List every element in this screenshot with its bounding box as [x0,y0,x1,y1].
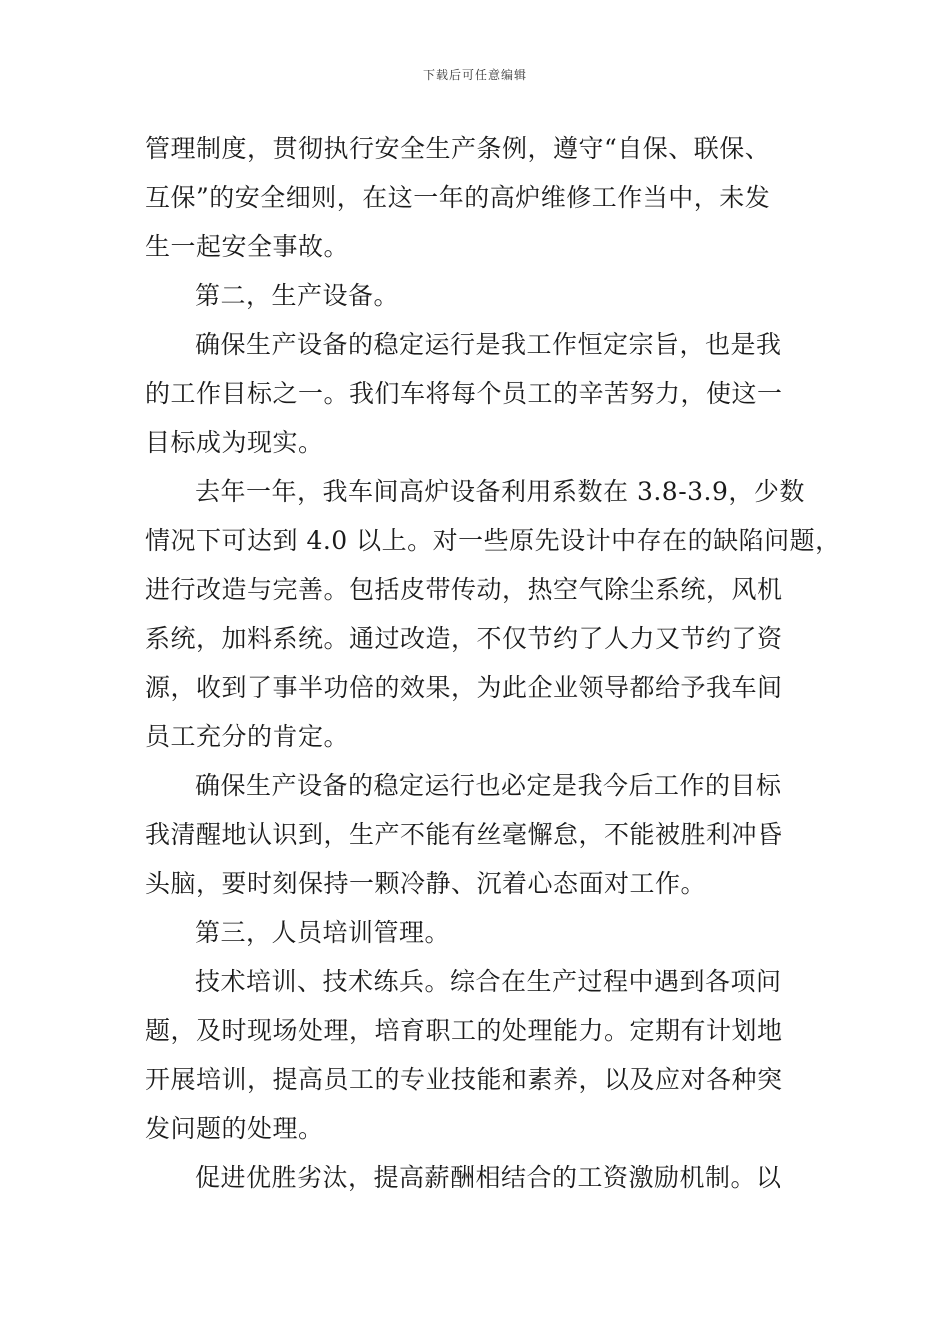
text-line: 去年一年，我车间高炉设备利用系数在 3.8-3.9，少数 [195,477,805,506]
section-heading: 第二，生产设备。 [195,281,400,310]
text-line: 开展培训，提高员工的专业技能和素养，以及应对各种突 [145,1065,783,1094]
text-line: 确保生产设备的稳定运行也必定是我今后工作的目标 [195,771,782,800]
text-line: 生一起安全事故。 [145,232,350,261]
page-header: 下载后可任意编辑 [422,68,527,82]
text-line: 促进优胜劣汰，提高薪酬相结合的工资激励机制。以 [195,1163,782,1192]
text-line: 发问题的处理。 [145,1114,324,1143]
text-line: 管理制度，贯彻执行安全生产条例，遵守“自保、联保、 [145,134,771,163]
text-line: 进行改造与完善。包括皮带传动，热空气除尘系统，风机 [145,575,783,604]
text-line: 源，收到了事半功倍的效果，为此企业领导都给予我车间 [145,673,783,702]
text-line: 我清醒地认识到，生产不能有丝毫懈怠，不能被胜利冲昏 [145,820,783,849]
text-line: 互保”的安全细则，在这一年的高炉维修工作当中，未发 [145,183,771,212]
text-line: 技术培训、技术练兵。综合在生产过程中遇到各项问 [195,967,782,996]
text-line: 系统，加料系统。通过改造，不仅节约了人力又节约了资 [145,624,783,653]
text-line: 头脑，要时刻保持一颗冷静、沉着心态面对工作。 [145,869,707,898]
document-body [145,124,841,1202]
text-line: 确保生产设备的稳定运行是我工作恒定宗旨，也是我 [195,330,782,359]
text-line: 的工作目标之一。我们车将每个员工的辛苦努力，使这一 [145,379,783,408]
text-line: 员工充分的肯定。 [145,722,350,751]
text-line: 情况下可达到 4.0 以上。对一些原先设计中存在的缺陷问题， [145,526,841,555]
text-line: 目标成为现实。 [145,428,324,457]
text-line: 题，及时现场处理，培育职工的处理能力。定期有计划地 [145,1016,783,1045]
section-heading: 第三，人员培训管理。 [195,918,451,947]
